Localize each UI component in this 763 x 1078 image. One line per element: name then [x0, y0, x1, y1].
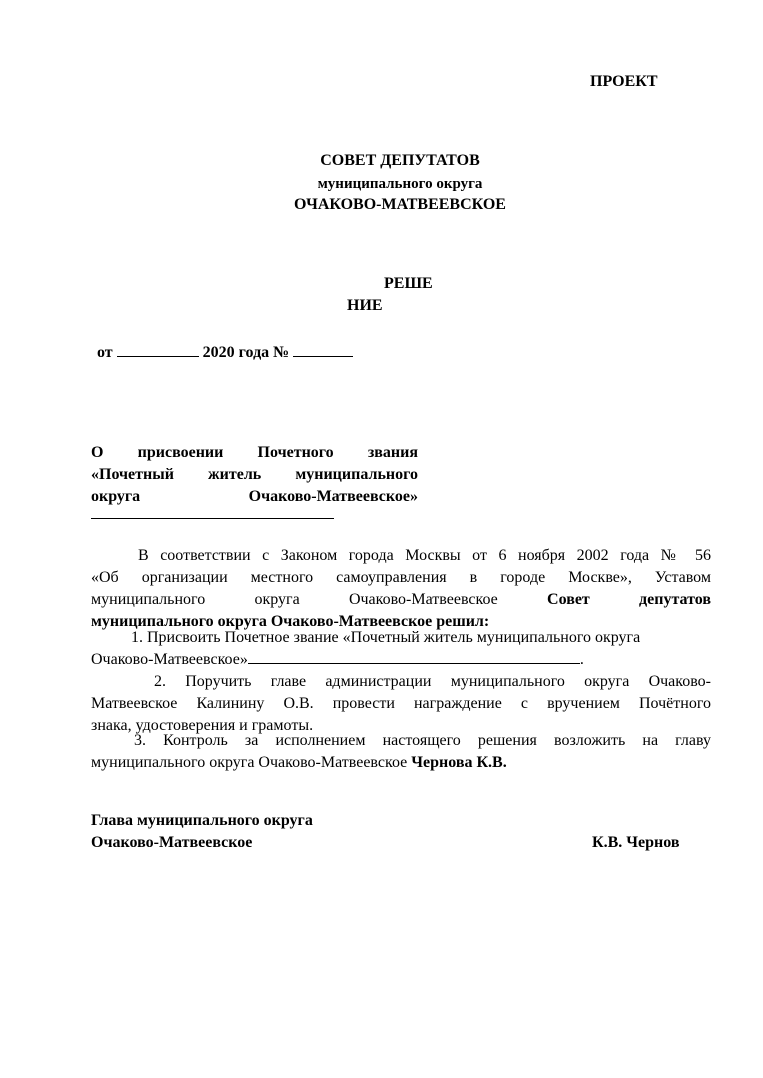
subject-line-2: «Почетный житель муниципального: [91, 466, 418, 483]
decision-title-part2: НИЕ: [347, 297, 383, 314]
district-subtitle: муниципального округа: [317, 176, 483, 192]
paragraph-item-2: [91, 671, 711, 737]
district-name: ОЧАКОВО-МАТВЕЕВСКОЕ: [294, 196, 506, 213]
signature-name: К.В. Чернов: [592, 834, 680, 851]
project-label: ПРОЕКТ: [590, 73, 658, 90]
p4-line-2: муниципального округа Очаково-Матвеевское Чернова К.В.: [91, 754, 507, 771]
signature-title-line-1: Глава муниципального округа: [91, 812, 313, 829]
p3-line-2: Матвеевское Калинину О.В. провести награждение с вручением Почётного: [91, 695, 711, 712]
subject-line-3: округа Очаково-Матвеевское»: [91, 488, 418, 505]
decision-subject: [91, 442, 418, 508]
p3-line-1: 2. Поручить главе администрации муниципального округа Очаково-: [154, 673, 711, 690]
recipient-blank: [248, 649, 580, 664]
paragraph-item-1: [91, 627, 711, 671]
p2-line-2: Очаково-Матвеевское» .: [91, 651, 584, 668]
p1-line-4: муниципального округа Очаково-Матвеевское решил:: [91, 613, 490, 630]
decision-title-part1: РЕШЕ: [384, 275, 433, 292]
p1-line-2: «Об организации местного самоуправления в городе Москве», Уставом: [91, 569, 711, 586]
signature-title-line-2: Очаково-Матвеевское: [91, 834, 253, 851]
number-blank: [293, 340, 353, 357]
p3-line-3: знака, удостоверения и грамоты.: [91, 717, 314, 734]
p1-line-3: муниципального округа Очаково-Матвеевское Совет депутатов: [91, 591, 711, 608]
p2-line-1: 1. Присвоить Почетное звание «Почетный житель муниципального округа: [131, 629, 641, 646]
paragraph-item-3: [91, 730, 711, 774]
paragraph-preamble: [91, 545, 711, 633]
date-prefix: от: [97, 344, 113, 361]
date-blank: [117, 340, 199, 357]
p1-line-1: В соответствии с Законом города Москвы от 6 ноября 2002 года № 56: [138, 547, 711, 564]
subject-underline: [91, 518, 334, 519]
decision-date-line: [97, 340, 353, 362]
subject-line-1: О присвоении Почетного звания: [91, 444, 418, 461]
council-title: СОВЕТ ДЕПУТАТОВ: [320, 152, 480, 169]
p4-line-1: 3. Контроль за исполнением настоящего решения возложить на главу: [134, 732, 711, 749]
date-middle: 2020 года №: [202, 344, 290, 361]
